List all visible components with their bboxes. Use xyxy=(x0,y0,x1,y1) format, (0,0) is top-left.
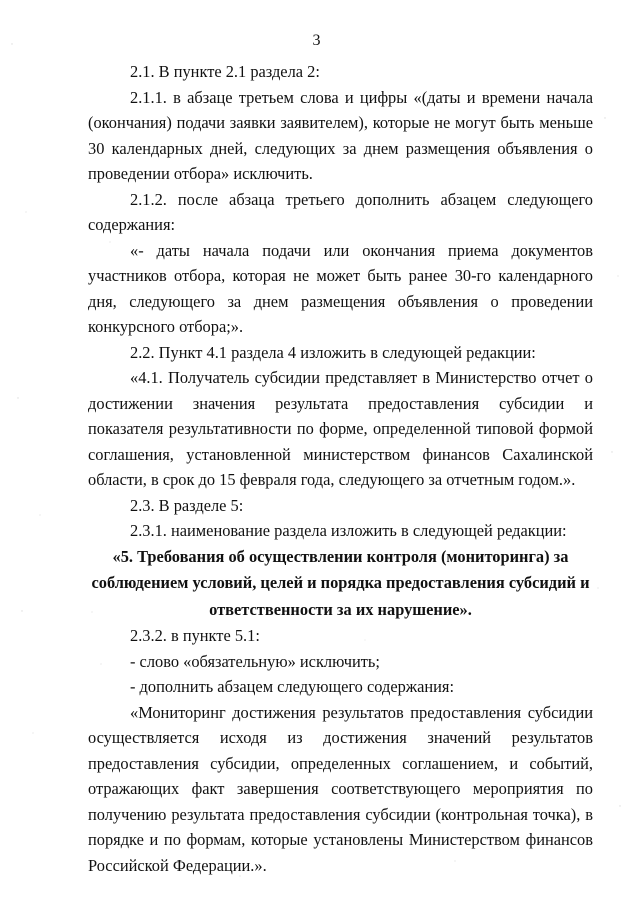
paragraph-2-1-2: 2.1.2. после абзаца третьего дополнить абзацем следующего содержания: xyxy=(88,189,593,234)
document-body xyxy=(88,59,593,878)
paragraph-2-2: 2.2. Пункт 4.1 раздела 4 изложить в следующей редакции: xyxy=(130,342,536,362)
paragraph-remove-word: - слово «обязательную» исключить; xyxy=(130,651,380,671)
paragraph-quote-dates: «- даты начала подачи или окончания приема документов участников отбора, которая не может быть ранее 30-го календарного дня, следующего за днем размещения объявления о проведении конкурсного отбора;». xyxy=(88,240,593,336)
paragraph-add-abzac: - дополнить абзацем следующего содержания: xyxy=(130,677,455,696)
paragraph-2-3-1: 2.3.1. наименование раздела изложить в следующей редакции: xyxy=(130,521,567,540)
paragraph-2-3-2: 2.3.2. в пункте 5.1: xyxy=(130,626,260,645)
paragraph-2-3: 2.3. В разделе 5: xyxy=(130,495,244,515)
paragraph-quote-monitoring: «Мониторинг достижения результатов предоставления субсидии осуществляется исходя из достижения значений результатов предоставления субсидии, определенных соглашением, и событий, отражающих факт завершения соответствующего мероприятия по получению результата предоставления субсидии (контрольная точка), в порядке и по формам, которые установлены Министерством финансов Российской Федерации.». xyxy=(88,702,593,875)
page-number: 3 xyxy=(312,32,321,49)
paragraph-2-1-1: 2.1.1. в абзаце третьем слова и цифры «(даты и времени начала (окончания) подачи заявки заявителем), которые не могут быть меньше 30 календарных дней, следующих за днем размещения объявления о проведении отбора» исключить. xyxy=(88,87,593,183)
paragraph-2-1: 2.1. В пункте 2.1 раздела 2: xyxy=(130,62,320,81)
section-5-title: «5. Требования об осуществлении контроля (мониторинга) за соблюдением условий, целей и порядка предоставления субсидий и ответственности за их нарушение». xyxy=(91,546,590,619)
paragraph-quote-4-1: «4.1. Получатель субсидии представляет в Министерство отчет о достижении значения результата предоставления субсидии и показателя результативности по форме, определенной типовой формой соглашения, установленной министерством финансов Сахалинской области, в срок до 15 февраля года, следующего за отчетным годом.». xyxy=(88,368,593,489)
